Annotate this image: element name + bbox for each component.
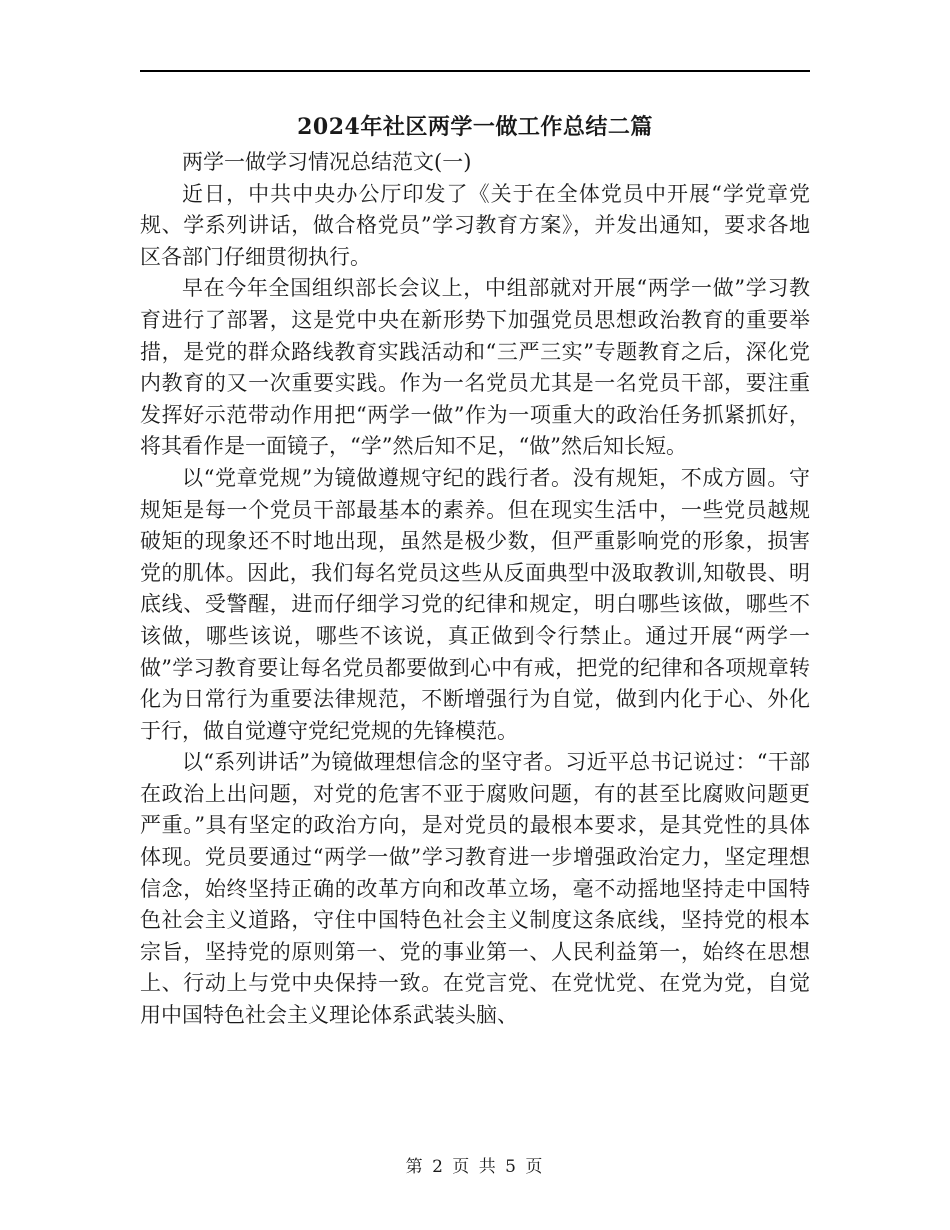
header-rule: [140, 70, 810, 72]
page-number: 第 2 页 共 5 页: [405, 1157, 545, 1177]
document-subtitle: 两学一做学习情况总结范文(一): [182, 150, 472, 174]
paragraph-4: 以“系列讲话”为镜做理想信念的坚守者。习近平总书记说过：“干部在政治上出问题，对党的危害不亚于腐败问题，有的甚至比腐败问题更严重。”具有坚定的政治方向，是对党员的最根本要求，是其党性的具体体现。党员要通过“两学一做”学习教育进一步增强政治定力，坚定理想信念，始终坚持正确的改革方向和改革立场，毫不动摇地坚持走中国特色社会主义道路，守住中国特色社会主义制度这条底线，坚持党的根本宗旨，坚持党的原则第一、党的事业第一、人民利益第一，始终在思想上、行动上与党中央保持一致。在党言党、在党忧党、在党为党，自觉用中国特色社会主义理论体系武装头脑、: [140, 750, 810, 1028]
paragraph-3: 以“党章党规”为镜做遵规守纪的践行者。没有规矩，不成方圆。守规矩是每一个党员干部最基本的素养。但在现实生活中，一些党员越规破矩的现象还不时地出现，虽然是极少数，但严重影响党的形象，损害党的肌体。因此，我们每名党员这些从反面典型中汲取教训,知敬畏、明底线、受警醒，进而仔细学习党的纪律和规定，明白哪些该做，哪些不该做，哪些该说，哪些不该说，真正做到令行禁止。通过开展“两学一做”学习教育要让每名党员都要做到心中有戒，把党的纪律和各项规章转化为日常行为重要法律规范，不断增强行为自觉，做到内化于心、外化于行，做自觉遵守党纪党规的先锋模范。: [140, 465, 810, 743]
document-title: 2024年社区两学一做工作总结二篇: [297, 114, 653, 140]
paragraph-2: 早在今年全国组织部长会议上，中组部就对开展“两学一做”学习教育进行了部署，这是党中央在新形势下加强党员思想政治教育的重要举措，是党的群众路线教育实践活动和“三严三实”专题教育之后，深化党内教育的又一次重要实践。作为一名党员尤其是一名党员干部，要注重发挥好示范带动作用把“两学一做”作为一项重大的政治任务抓紧抓好，将其看作是一面镜子，“学”然后知不足，“做”然后知长短。: [140, 276, 810, 459]
paragraph-1: 近日，中共中央办公厅印发了《关于在全体党员中开展“学党章党规、学系列讲话，做合格党员”学习教育方案》，并发出通知，要求各地区各部门仔细贯彻执行。: [140, 181, 810, 269]
document-body: [140, 147, 810, 1032]
